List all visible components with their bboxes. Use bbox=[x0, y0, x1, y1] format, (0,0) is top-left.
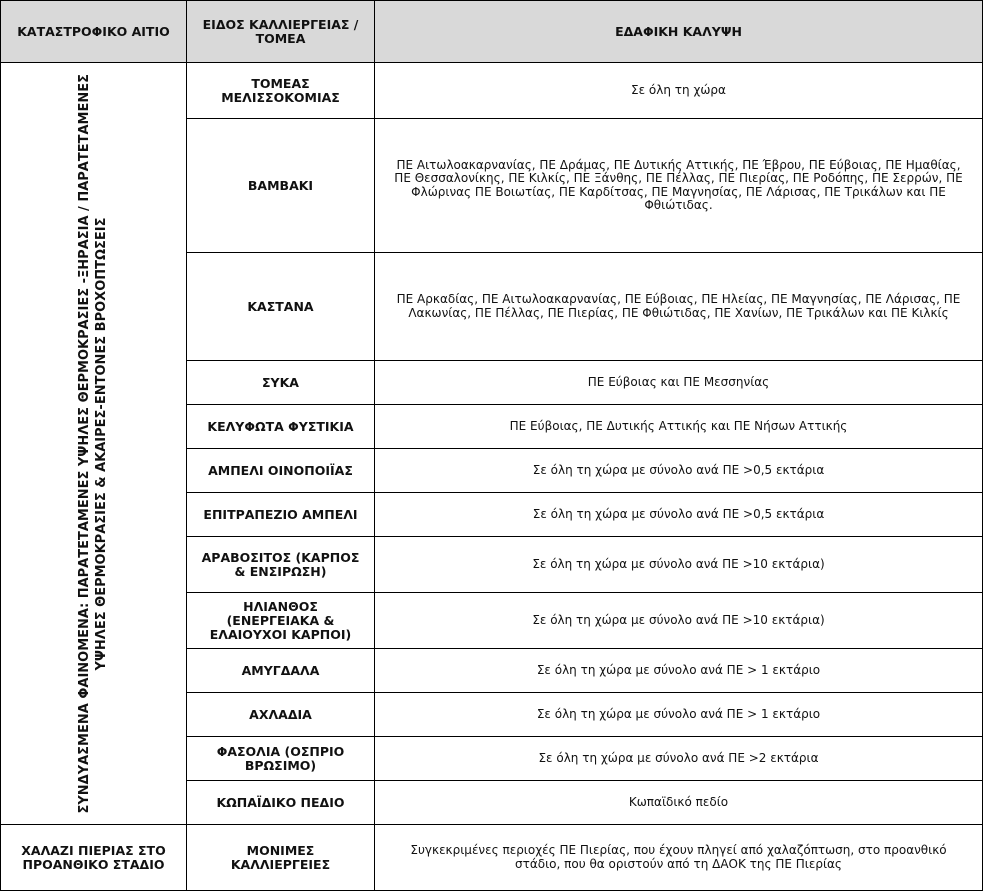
cause-line: ΥΨΗΛΕΣ ΘΕΡΜΟΚΡΑΣΙΕΣ & ΑΚΑΙΡΕΣ-ΕΝΤΟΝΕΣ ΒΡΟΧΟΠΤΩΣΕΙΣ bbox=[93, 216, 109, 671]
crop-cell: ΑΧΛΑΔΙΑ bbox=[187, 693, 375, 737]
cause-cell-hail: ΧΑΛΑΖΙ ΠΙΕΡΙΑΣ ΣΤΟ ΠΡΟΑΝΘΙΚΟ ΣΤΑΔΙΟ bbox=[1, 825, 187, 891]
coverage-cell: Σε όλη τη χώρα με σύνολο ανά ΠΕ >10 εκτάρια) bbox=[375, 537, 983, 593]
crop-cell: ΜΟΝΙΜΕΣ ΚΑΛΛΙΕΡΓΕΙΕΣ bbox=[187, 825, 375, 891]
cause-line: ΣΥΝΔΥΑΣΜΕΝΑ ΦΑΙΝΟΜΕΝΑ: ΠΑΡΑΤΕΤΑΜΕΝΕΣ ΥΨΗΛΕΣ ΘΕΡΜΟΚΡΑΣΙΕΣ -ΞΗΡΑΣΙΑ / ΠΑΡΑΤΕΤΑΜΕΝΕΣ bbox=[76, 73, 92, 814]
crop-cell: ΒΑΜΒΑΚΙ bbox=[187, 119, 375, 253]
header-row bbox=[1, 1, 983, 63]
coverage-cell: Συγκεκριμένες περιοχές ΠΕ Πιερίας, που έχουν πληγεί από χαλαζόπτωση, στο προανθικό στάδιο, που θα οριστούν από τη ΔΑΟΚ της ΠΕ Πιερίας bbox=[375, 825, 983, 891]
coverage-cell: ΠΕ Αιτωλοακαρνανίας, ΠΕ Δράμας, ΠΕ Δυτικής Αττικής, ΠΕ Έβρου, ΠΕ Εύβοιας, ΠΕ Ημαθίας, ΠΕ Θεσσαλονίκης, ΠΕ Κιλκίς, ΠΕ Ξάνθης, ΠΕ Πέλλας, ΠΕ Πιερίας, ΠΕ Ροδόπης, ΠΕ Σερρών, ΠΕ Φλώρινας ΠΕ Βοιωτίας, ΠΕ Καρδίτσας, ΠΕ Μαγνησίας, ΠΕ Λάρισας, ΠΕ Τρικάλων και ΠΕ Φθιώτιδας. bbox=[375, 119, 983, 253]
crop-cell: ΚΩΠΑΪΔΙΚΟ ΠΕΔΙΟ bbox=[187, 781, 375, 825]
table-row bbox=[1, 825, 983, 891]
cause-cell-combined-phenomena bbox=[1, 63, 187, 825]
crop-cell: ΗΛΙΑΝΘΟΣ (ΕΝΕΡΓΕΙΑΚΑ & ΕΛΑΙΟΥΧΟΙ ΚΑΡΠΟΙ) bbox=[187, 593, 375, 649]
crop-cell: ΚΑΣΤΑΝΑ bbox=[187, 253, 375, 361]
header-cause: ΚΑΤΑΣΤΡΟΦΙΚΟ ΑΙΤΙΟ bbox=[1, 1, 187, 63]
coverage-cell: Σε όλη τη χώρα με σύνολο ανά ΠΕ >2 εκτάρια bbox=[375, 737, 983, 781]
coverage-cell: ΠΕ Αρκαδίας, ΠΕ Αιτωλοακαρνανίας, ΠΕ Εύβοιας, ΠΕ Ηλείας, ΠΕ Μαγνησίας, ΠΕ Λάρισας, ΠΕ Λακωνίας, ΠΕ Πέλλας, ΠΕ Πιερίας, ΠΕ Φθιώτιδας, ΠΕ Χανίων, ΠΕ Τρικάλων και ΠΕ Κιλκίς bbox=[375, 253, 983, 361]
coverage-cell: ΠΕ Εύβοιας και ΠΕ Μεσσηνίας bbox=[375, 361, 983, 405]
crop-cell: ΑΡΑΒΟΣΙΤΟΣ (ΚΑΡΠΟΣ & ΕΝΣΙΡΩΣΗ) bbox=[187, 537, 375, 593]
crop-cell: ΚΕΛΥΦΩΤΑ ΦΥΣΤΙΚΙΑ bbox=[187, 405, 375, 449]
coverage-cell: Σε όλη τη χώρα με σύνολο ανά ΠΕ > 1 εκτάριο bbox=[375, 693, 983, 737]
coverage-cell: Κωπαϊδικό πεδίο bbox=[375, 781, 983, 825]
coverage-cell: Σε όλη τη χώρα με σύνολο ανά ΠΕ >0,5 εκτάρια bbox=[375, 449, 983, 493]
coverage-cell: Σε όλη τη χώρα με σύνολο ανά ΠΕ > 1 εκτάριο bbox=[375, 649, 983, 693]
crop-cell: ΣΥΚΑ bbox=[187, 361, 375, 405]
crop-cell: ΤΟΜΕΑΣ ΜΕΛΙΣΣΟΚΟΜΙΑΣ bbox=[187, 63, 375, 119]
coverage-cell: Σε όλη τη χώρα bbox=[375, 63, 983, 119]
crop-cell: ΕΠΙΤΡΑΠΕΖΙΟ ΑΜΠΕΛΙ bbox=[187, 493, 375, 537]
crop-cell: ΦΑΣΟΛΙΑ (ΟΣΠΡΙΟ ΒΡΩΣΙΜΟ) bbox=[187, 737, 375, 781]
coverage-cell: Σε όλη τη χώρα με σύνολο ανά ΠΕ >10 εκτάρια) bbox=[375, 593, 983, 649]
cause-text-vertical bbox=[77, 74, 111, 814]
header-crop: ΕΙΔΟΣ ΚΑΛΛΙΕΡΓΕΙΑΣ / ΤΟΜΕΑ bbox=[187, 1, 375, 63]
header-coverage: ΕΔΑΦΙΚΗ ΚΑΛΥΨΗ bbox=[375, 1, 983, 63]
crop-cell: ΑΜΥΓΔΑΛΑ bbox=[187, 649, 375, 693]
coverage-cell: ΠΕ Εύβοιας, ΠΕ Δυτικής Αττικής και ΠΕ Νήσων Αττικής bbox=[375, 405, 983, 449]
crop-cell: ΑΜΠΕΛΙ ΟΙΝΟΠΟΙΪΑΣ bbox=[187, 449, 375, 493]
table-row bbox=[1, 63, 983, 119]
coverage-cell: Σε όλη τη χώρα με σύνολο ανά ΠΕ >0,5 εκτάρια bbox=[375, 493, 983, 537]
